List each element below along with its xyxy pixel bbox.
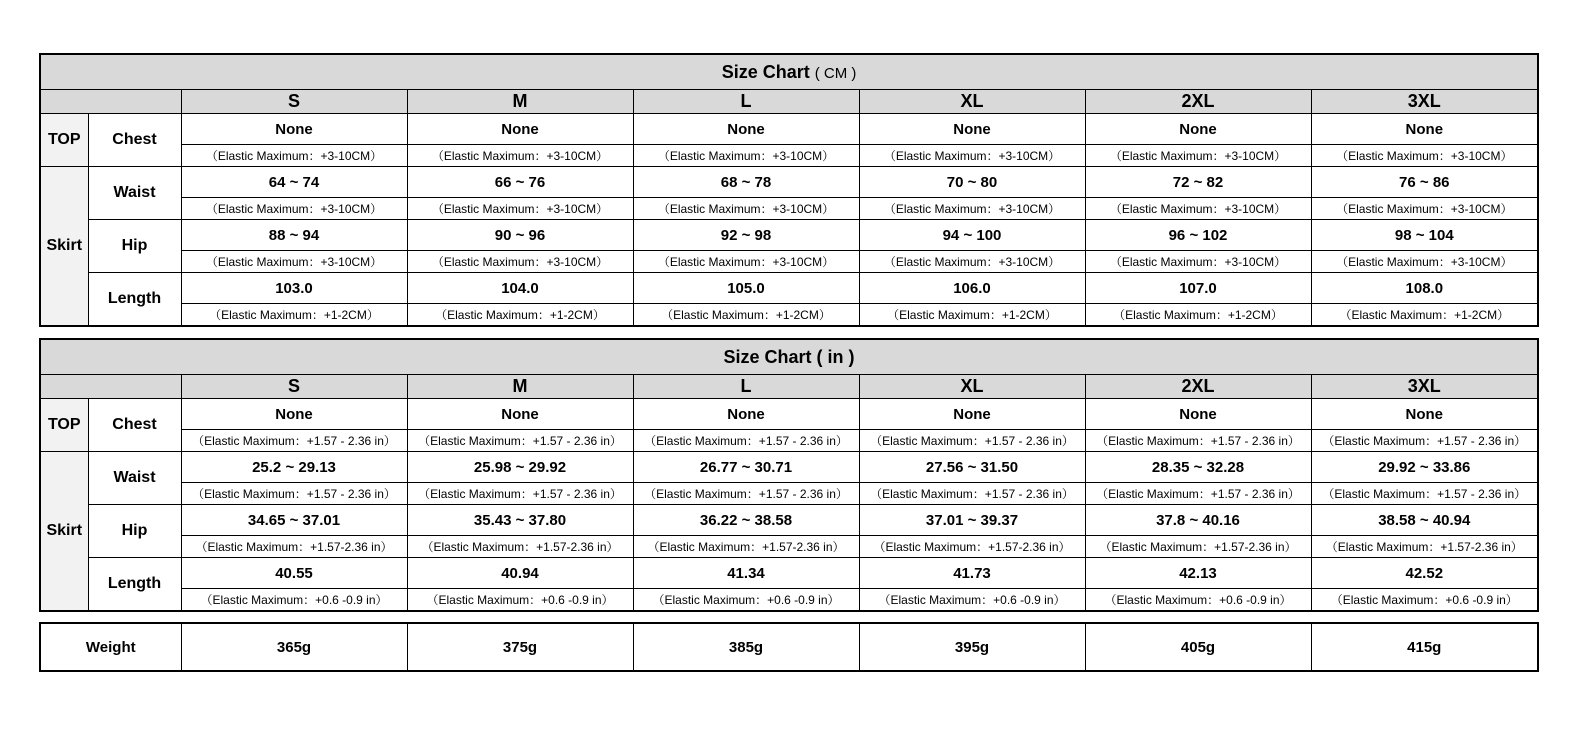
- note-cell: （Elastic Maximum：+0.6 -0.9 in）: [407, 589, 633, 612]
- size-header-row: [40, 375, 1538, 399]
- group-label-top: TOP: [40, 399, 88, 452]
- value-cell: None: [633, 399, 859, 430]
- value-cell: 35.43 ~ 37.80: [407, 505, 633, 536]
- title-text: Size Chart: [721, 61, 810, 82]
- note-cell: （Elastic Maximum：+3-10CM）: [407, 251, 633, 273]
- measure-label-hip: Hip: [88, 220, 181, 273]
- group-label-top: TOP: [40, 114, 88, 167]
- value-cell: None: [1311, 114, 1538, 145]
- weight-value: 385g: [633, 623, 859, 671]
- table-row: [40, 114, 1538, 145]
- table-row: [40, 198, 1538, 220]
- value-cell: None: [859, 114, 1085, 145]
- note-cell: （Elastic Maximum：+3-10CM）: [407, 198, 633, 220]
- size-header: L: [633, 90, 859, 114]
- value-cell: 103.0: [181, 273, 407, 304]
- value-cell: 70 ~ 80: [859, 167, 1085, 198]
- note-cell: （Elastic Maximum：+1.57 - 2.36 in）: [633, 483, 859, 505]
- value-cell: 68 ~ 78: [633, 167, 859, 198]
- value-cell: 64 ~ 74: [181, 167, 407, 198]
- size-header: 3XL: [1311, 90, 1538, 114]
- table-row: [40, 251, 1538, 273]
- measure-label-waist: Waist: [88, 452, 181, 505]
- measure-label-length: Length: [88, 273, 181, 327]
- value-cell: 25.98 ~ 29.92: [407, 452, 633, 483]
- value-cell: 41.34: [633, 558, 859, 589]
- note-cell: （Elastic Maximum：+3-10CM）: [633, 251, 859, 273]
- note-cell: （Elastic Maximum：+0.6 -0.9 in）: [1085, 589, 1311, 612]
- measure-label-chest: Chest: [88, 399, 181, 452]
- note-cell: （Elastic Maximum：+0.6 -0.9 in）: [1311, 589, 1538, 612]
- title-text: Size Chart: [723, 346, 812, 367]
- size-header: 3XL: [1311, 375, 1538, 399]
- measure-label-length: Length: [88, 558, 181, 612]
- value-cell: 41.73: [859, 558, 1085, 589]
- note-cell: （Elastic Maximum：+1.57 - 2.36 in）: [181, 483, 407, 505]
- measure-label-hip: Hip: [88, 505, 181, 558]
- value-cell: None: [1311, 399, 1538, 430]
- note-cell: （Elastic Maximum：+1-2CM）: [181, 304, 407, 327]
- value-cell: 94 ~ 100: [859, 220, 1085, 251]
- value-cell: 40.55: [181, 558, 407, 589]
- table-row: [40, 589, 1538, 612]
- note-cell: （Elastic Maximum：+1.57 - 2.36 in）: [407, 483, 633, 505]
- value-cell: 38.58 ~ 40.94: [1311, 505, 1538, 536]
- value-cell: 96 ~ 102: [1085, 220, 1311, 251]
- size-header: M: [407, 375, 633, 399]
- value-cell: 72 ~ 82: [1085, 167, 1311, 198]
- value-cell: 107.0: [1085, 273, 1311, 304]
- title-unit: ( CM ): [814, 64, 857, 82]
- note-cell: （Elastic Maximum：+1.57-2.36 in）: [1311, 536, 1538, 558]
- note-cell: （Elastic Maximum：+3-10CM）: [1085, 251, 1311, 273]
- value-cell: None: [181, 399, 407, 430]
- group-label-skirt: Skirt: [40, 167, 88, 327]
- value-cell: 76 ~ 86: [1311, 167, 1538, 198]
- note-cell: （Elastic Maximum：+3-10CM）: [181, 198, 407, 220]
- size-header: S: [181, 375, 407, 399]
- note-cell: （Elastic Maximum：+3-10CM）: [859, 251, 1085, 273]
- weight-value: 405g: [1085, 623, 1311, 671]
- value-cell: 104.0: [407, 273, 633, 304]
- group-label-skirt: Skirt: [40, 452, 88, 612]
- value-cell: 106.0: [859, 273, 1085, 304]
- note-cell: （Elastic Maximum：+1.57 - 2.36 in）: [1311, 483, 1538, 505]
- table-title-row: [40, 339, 1538, 375]
- table-row: [40, 452, 1538, 483]
- table-row: [40, 273, 1538, 304]
- note-cell: （Elastic Maximum：+1-2CM）: [1085, 304, 1311, 327]
- note-cell: （Elastic Maximum：+1.57 - 2.36 in）: [407, 430, 633, 452]
- note-cell: （Elastic Maximum：+1.57 - 2.36 in）: [1085, 430, 1311, 452]
- value-cell: None: [181, 114, 407, 145]
- table-row: [40, 145, 1538, 167]
- note-cell: （Elastic Maximum：+1.57-2.36 in）: [181, 536, 407, 558]
- measure-label-chest: Chest: [88, 114, 181, 167]
- value-cell: 108.0: [1311, 273, 1538, 304]
- note-cell: （Elastic Maximum：+3-10CM）: [859, 198, 1085, 220]
- value-cell: None: [1085, 399, 1311, 430]
- note-cell: （Elastic Maximum：+1.57 - 2.36 in）: [633, 430, 859, 452]
- note-cell: （Elastic Maximum：+1.57 - 2.36 in）: [181, 430, 407, 452]
- value-cell: 92 ~ 98: [633, 220, 859, 251]
- note-cell: （Elastic Maximum：+3-10CM）: [1311, 251, 1538, 273]
- table-title: [40, 339, 1538, 375]
- size-chart-cm-table: [39, 53, 1539, 327]
- table-title-row: [40, 54, 1538, 90]
- table-row: [40, 623, 1538, 671]
- note-cell: （Elastic Maximum：+3-10CM）: [1311, 145, 1538, 167]
- table-row: [40, 558, 1538, 589]
- measure-label-waist: Waist: [88, 167, 181, 220]
- table-row: [40, 430, 1538, 452]
- note-cell: （Elastic Maximum：+3-10CM）: [859, 145, 1085, 167]
- weight-value: 365g: [181, 623, 407, 671]
- value-cell: 37.8 ~ 40.16: [1085, 505, 1311, 536]
- note-cell: （Elastic Maximum：+1.57 - 2.36 in）: [859, 430, 1085, 452]
- value-cell: 28.35 ~ 32.28: [1085, 452, 1311, 483]
- note-cell: （Elastic Maximum：+1.57-2.36 in）: [407, 536, 633, 558]
- value-cell: 36.22 ~ 38.58: [633, 505, 859, 536]
- value-cell: 42.13: [1085, 558, 1311, 589]
- note-cell: （Elastic Maximum：+1-2CM）: [859, 304, 1085, 327]
- table-row: [40, 505, 1538, 536]
- size-header: XL: [859, 375, 1085, 399]
- table-row: [40, 483, 1538, 505]
- note-cell: （Elastic Maximum：+3-10CM）: [181, 251, 407, 273]
- note-cell: （Elastic Maximum：+1-2CM）: [407, 304, 633, 327]
- size-header: S: [181, 90, 407, 114]
- note-cell: （Elastic Maximum：+3-10CM）: [181, 145, 407, 167]
- value-cell: 37.01 ~ 39.37: [859, 505, 1085, 536]
- value-cell: 66 ~ 76: [407, 167, 633, 198]
- value-cell: None: [407, 114, 633, 145]
- weight-table: [39, 622, 1539, 672]
- size-header-row: [40, 90, 1538, 114]
- value-cell: None: [859, 399, 1085, 430]
- table-row: [40, 536, 1538, 558]
- table-row: [40, 399, 1538, 430]
- value-cell: 27.56 ~ 31.50: [859, 452, 1085, 483]
- note-cell: （Elastic Maximum：+1.57-2.36 in）: [859, 536, 1085, 558]
- note-cell: （Elastic Maximum：+0.6 -0.9 in）: [181, 589, 407, 612]
- size-header: 2XL: [1085, 375, 1311, 399]
- note-cell: （Elastic Maximum：+1-2CM）: [1311, 304, 1538, 327]
- note-cell: （Elastic Maximum：+1.57 - 2.36 in）: [1311, 430, 1538, 452]
- note-cell: （Elastic Maximum：+1-2CM）: [633, 304, 859, 327]
- value-cell: 34.65 ~ 37.01: [181, 505, 407, 536]
- value-cell: 90 ~ 96: [407, 220, 633, 251]
- value-cell: 26.77 ~ 30.71: [633, 452, 859, 483]
- value-cell: None: [407, 399, 633, 430]
- table-row: [40, 167, 1538, 198]
- note-cell: （Elastic Maximum：+1.57-2.36 in）: [633, 536, 859, 558]
- note-cell: （Elastic Maximum：+1.57 - 2.36 in）: [859, 483, 1085, 505]
- size-header: 2XL: [1085, 90, 1311, 114]
- note-cell: （Elastic Maximum：+3-10CM）: [633, 145, 859, 167]
- value-cell: 105.0: [633, 273, 859, 304]
- title-unit: ( in ): [816, 346, 855, 367]
- weight-value: 415g: [1311, 623, 1538, 671]
- value-cell: 42.52: [1311, 558, 1538, 589]
- size-header: M: [407, 90, 633, 114]
- note-cell: （Elastic Maximum：+3-10CM）: [407, 145, 633, 167]
- note-cell: （Elastic Maximum：+3-10CM）: [1085, 145, 1311, 167]
- note-cell: （Elastic Maximum：+3-10CM）: [1085, 198, 1311, 220]
- size-header: L: [633, 375, 859, 399]
- value-cell: None: [633, 114, 859, 145]
- value-cell: 29.92 ~ 33.86: [1311, 452, 1538, 483]
- size-header: XL: [859, 90, 1085, 114]
- weight-value: 395g: [859, 623, 1085, 671]
- weight-value: 375g: [407, 623, 633, 671]
- size-chart-in-table: [39, 338, 1539, 612]
- value-cell: 40.94: [407, 558, 633, 589]
- value-cell: 98 ~ 104: [1311, 220, 1538, 251]
- value-cell: None: [1085, 114, 1311, 145]
- note-cell: （Elastic Maximum：+3-10CM）: [1311, 198, 1538, 220]
- value-cell: 25.2 ~ 29.13: [181, 452, 407, 483]
- note-cell: （Elastic Maximum：+0.6 -0.9 in）: [633, 589, 859, 612]
- header-corner-cell: [40, 375, 181, 399]
- note-cell: （Elastic Maximum：+1.57 - 2.36 in）: [1085, 483, 1311, 505]
- table-title: [40, 54, 1538, 90]
- note-cell: （Elastic Maximum：+1.57-2.36 in）: [1085, 536, 1311, 558]
- note-cell: （Elastic Maximum：+3-10CM）: [633, 198, 859, 220]
- value-cell: 88 ~ 94: [181, 220, 407, 251]
- table-row: [40, 220, 1538, 251]
- header-corner-cell: [40, 90, 181, 114]
- table-row: [40, 304, 1538, 327]
- weight-label: Weight: [40, 623, 181, 671]
- note-cell: （Elastic Maximum：+0.6 -0.9 in）: [859, 589, 1085, 612]
